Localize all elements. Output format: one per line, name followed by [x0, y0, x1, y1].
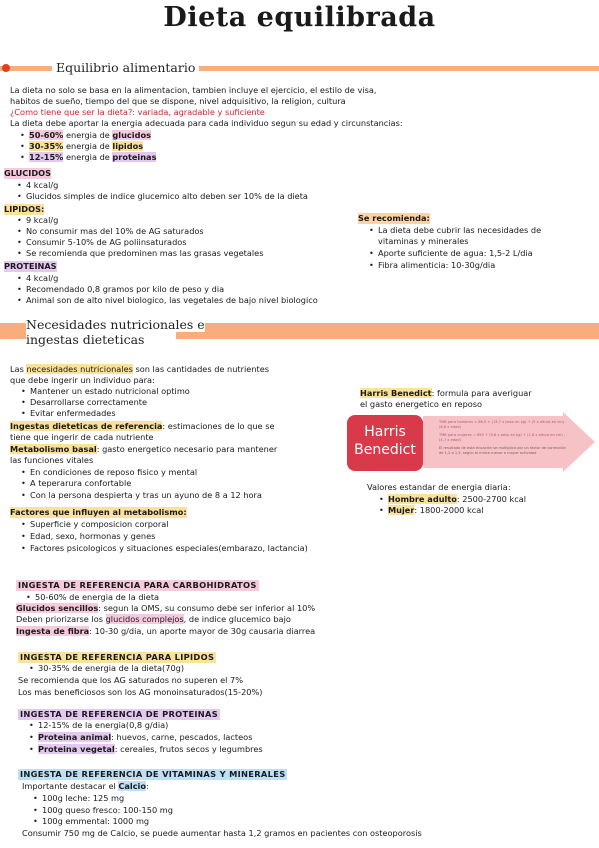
list-item: • Recomendado 0,8 gramos por kilo de peso y dia [26, 284, 224, 295]
paragraph: que debe ingerir un individuo para: [10, 375, 155, 385]
subheading: Factores que influyen al metabolismo: [10, 507, 187, 517]
section-heading: Equilibrio alimentario [52, 61, 199, 75]
list-item: • 50-60% de energia de la dieta [35, 592, 159, 603]
list-item-continuation: vitaminas y minerales [378, 236, 469, 246]
section-heading: Necesidades nutricionales e [26, 317, 205, 332]
subheading: INGESTA DE REFERENCIA DE PROTEINAS [20, 709, 219, 719]
subheading: PROTEINAS [4, 261, 57, 271]
list-item: • 30-35% de energia de la dieta(70g) [38, 663, 184, 674]
list-item: • Edad, sexo, hormonas y genes [30, 531, 155, 542]
list-item: • 50-60% energia de glucidos [29, 130, 151, 141]
page-title: Dieta equilibrada [163, 2, 436, 33]
list-item: • Superficie y composicion corporal [30, 519, 169, 530]
formula-text: El resultado de esta ecuación se multiplica por un factor de corrección de 1,2 a 1,9, según el índice menor o mayor actividad [439, 446, 566, 455]
paragraph: Metabolismo basal: gasto energetico necesario para mantener [10, 444, 278, 454]
list-item: • Desarrollarse correctamente [30, 397, 147, 408]
formula-text: TMB para mujeres = 655 + (9,6 x peso en kg) + (1,8 x altura en cm) - (4,7 x edad) [439, 433, 566, 442]
list-item: • Mantener un estado nutricional optimo [30, 386, 190, 397]
band-dot [2, 64, 10, 72]
subheading: INGESTA DE REFERENCIA PARA CARBOHIDRATOS [18, 580, 257, 590]
paragraph: La dieta no solo se basa en la alimentacion, tambien incluye el ejercicio, el estilo de visa, [10, 85, 377, 95]
paragraph: el gasto energetico en reposo [360, 399, 483, 409]
list-item: • 4 kcal/g [26, 273, 58, 284]
list-item: • Se recomienda que predominen mas las grasas vegetales [26, 248, 263, 259]
list-item: • Aporte suficiente de agua: 1,5-2 L/dia [378, 248, 533, 259]
paragraph: Harris Benedict: formula para averiguar [360, 388, 532, 398]
paragraph: Consumir 750 mg de Calcio, se puede aumentar hasta 1,2 gramos en pacientes con osteoporosis [22, 828, 422, 838]
paragraph: Se recomienda que los AG saturados no superen el 7% [18, 675, 243, 685]
list-item: • 12-15% energia de proteinas [29, 152, 156, 163]
paragraph: Las necesidades nutricionales son las cantidades de nutrientes [10, 364, 270, 374]
list-item: • Proteina vegetal: cereales, frutos secos y legumbres [38, 744, 263, 755]
list-item: • Glucidos simples de indice glucemico alto deben ser 10% de la dieta [26, 191, 308, 202]
list-item: • 100g emmental: 1000 mg [42, 816, 149, 827]
list-item: • En condiciones de reposo fisico y mental [30, 467, 197, 478]
paragraph: Los mas beneficiosos son los AG monoinsaturados(15-20%) [18, 687, 263, 697]
question: ¿Como tiene que ser la dieta?: variada, agradable y suficiente [10, 107, 265, 117]
subheading: LIPIDOS: [4, 204, 45, 214]
list-item: • Mujer: 1800-2000 kcal [388, 505, 484, 516]
subheading: INGESTA DE REFERENCIA PARA LIPIDOS [20, 652, 215, 662]
paragraph: habitos de sueño, tiempo del que se dispone, nivel adquisitivo, la religion, cultura [10, 96, 346, 106]
paragraph: las funciones vitales [10, 455, 94, 465]
formula-text: TMB para hombres = 66,5 + (13,7 x peso en kg) + (5 x altura en cm) - (6,8 x edad) [439, 420, 567, 429]
subheading: Se recomienda: [358, 213, 430, 223]
paragraph: Valores estandar de energia diaria: [367, 482, 511, 492]
paragraph: Importante destacar el Calcio: [22, 781, 149, 791]
list-item: • Proteina animal: huevos, carne, pescados, lacteos [38, 732, 252, 743]
paragraph: La dieta debe aportar la energia adecuada para cada individuo segun su edad y circunstancias: [10, 118, 403, 128]
paragraph: tiene que ingerir de cada nutriente [10, 432, 154, 442]
list-item: • Animal son de alto nivel biologico, las vegetales de bajo nivel biologico [26, 295, 318, 306]
paragraph: Ingestas dieteticas de referencia: estimaciones de lo que se [10, 421, 275, 431]
subheading: INGESTA DE REFERENCIA DE VITAMINAS Y MINERALES [20, 769, 286, 779]
list-item: • 30-35% energia de lipidos [29, 141, 143, 152]
subheading: GLUCIDOS [4, 168, 52, 178]
list-item: • 100g leche: 125 mg [42, 793, 124, 804]
list-item: • Hombre adulto: 2500-2700 kcal [388, 494, 526, 505]
paragraph: Ingesta de fibra: 10-30 g/dia, un aporte mayor de 30g causaria diarrea [16, 626, 316, 636]
list-item: • 12-15% de la energia(0,8 g/dia) [38, 720, 168, 731]
list-item: • No consumir mas del 10% de AG saturados [26, 226, 204, 237]
list-item: • A teperarura confortable [30, 478, 131, 489]
list-item: • Consumir 5-10% de AG poliinsaturados [26, 237, 187, 248]
paragraph: Deben priorizarse los glucidos complejos, de indice glucemico bajo [16, 614, 291, 624]
list-item: • Factores psicologicos y situaciones especiales(embarazo, lactancia) [30, 543, 308, 554]
list-item: • 4 kcal/g [26, 180, 58, 191]
list-item: • 9 kcal/g [26, 215, 58, 226]
section-heading: ingestas dieteticas [26, 332, 145, 347]
list-item: • La dieta debe cubrir las necesidades de [378, 225, 541, 236]
hb-box-label: Benedict [354, 442, 416, 458]
paragraph: Glucidos sencillos: segun la OMS, su consumo debe ser inferior al 10% [16, 603, 316, 613]
hb-box-label: Harris [364, 424, 406, 440]
list-item: • 100g queso fresco: 100-150 mg [42, 805, 173, 816]
list-item: • Evitar enfermedades [30, 408, 116, 419]
list-item: • Fibra alimenticia: 10-30g/dia [378, 260, 495, 271]
list-item: • Con la persona despierta y tras un ayuno de 8 a 12 hora [30, 490, 262, 501]
